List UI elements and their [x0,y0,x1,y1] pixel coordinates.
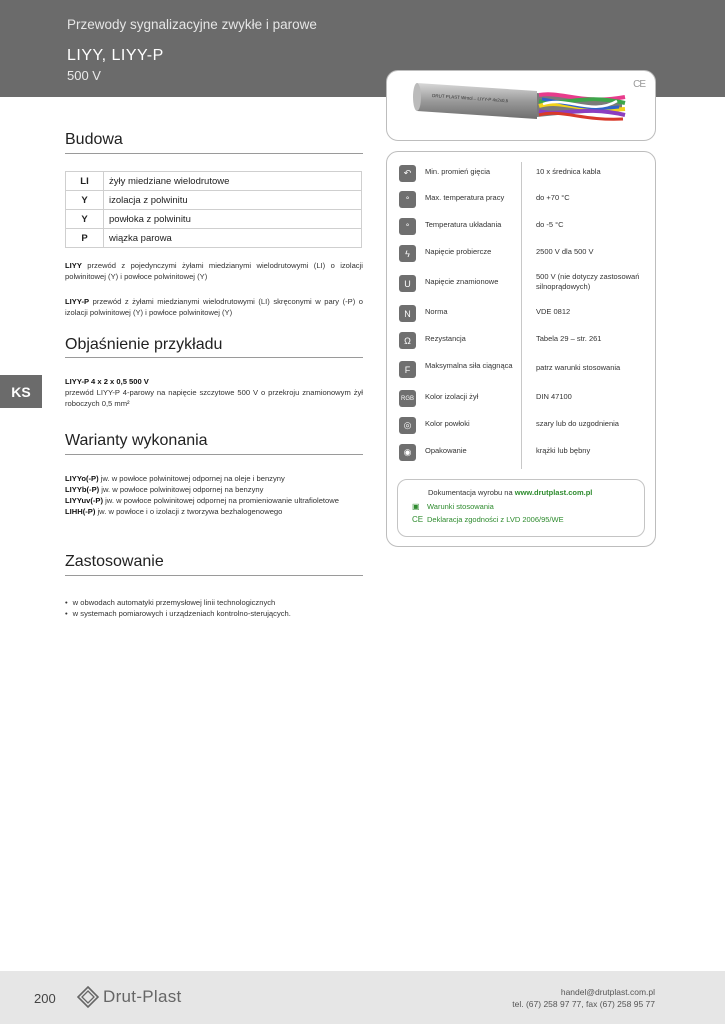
variant-code: LIYYo(-P) [65,474,99,483]
liyy-code: LIYY [65,261,82,270]
liyyp-code: LIYY-P [65,297,90,306]
abbr-cell: LI [66,172,104,191]
spec-value: VDE 0812 [536,307,571,316]
example-block [65,376,363,409]
spec-row [387,162,657,186]
section-example-title: Objaśnienie przykładu [65,336,223,353]
desc-cell: żyły miedziane wielodrutowe [104,172,362,191]
spec-value: 2500 V dla 500 V [536,247,594,256]
spec-value: Tabela 29 – str. 261 [536,334,602,343]
variant-desc: jw. w powłoce polwinitowej odpornej na benzyny [101,485,264,494]
liyyp-desc: przewód z żyłami miedzianymi wielodrutowymi (LI) skręconymi w pary (-P) o izolacji polwinitowej (Y) i powłoce polwinitowej (Y) [65,297,363,317]
divider [65,357,363,358]
laying-temp-icon: ° [399,218,416,235]
spec-value: do +70 °C [536,193,570,202]
divider [65,454,363,455]
spec-row [387,441,657,465]
contact-phone: tel. (67) 258 97 77, fax (67) 258 95 77 [512,999,655,1009]
specs-box [386,151,656,547]
page-number: 200 [34,991,56,1006]
product-voltage: 500 V [67,68,101,83]
spec-row [387,270,657,294]
table-row [66,172,362,191]
table-row [66,191,362,210]
abbr-cell: P [66,229,104,248]
variant-item [65,484,363,495]
spec-row [387,387,657,411]
spec-row [387,329,657,353]
ce-icon: CE [412,515,424,524]
spec-value: 500 V (nie dotyczy zastosowań silnoprądowych) [536,272,640,291]
spec-row [387,215,657,239]
spec-row [387,188,657,212]
sheath-color-icon: ◎ [399,417,416,434]
abbr-cell: Y [66,210,104,229]
variant-item [65,506,363,517]
rated-voltage-icon: U [399,275,416,292]
variant-code: LIYYuv(-P) [65,496,103,505]
tensile-force-icon: F [399,361,416,378]
desc-cell: izolacja z polwinitu [104,191,362,210]
divider [65,153,363,154]
core-color-icon: RGB [399,390,416,407]
norm-icon: N [399,305,416,322]
usage-conditions-link[interactable] [412,502,494,511]
spec-label: Napięcie probiercze [425,247,492,256]
company-logo [77,986,182,1008]
spec-value: DIN 47100 [536,392,572,401]
section-variants-title: Warianty wykonania [65,432,208,449]
bend-radius-icon: ↶ [399,165,416,182]
cable-print: DRUT PLAST Wrocł... LIYY-P 4x2x0,5 [431,93,509,104]
spec-label: Norma [425,307,448,316]
divider [65,575,363,576]
declaration-label: Deklaracja zgodności z LVD 2006/95/WE [427,515,564,524]
documentation-title [428,488,592,497]
spec-label: Kolor powłoki [425,419,470,428]
spec-label: Kolor izolacji żył [425,392,479,401]
example-desc: przewód LIYY-P 4-parowy na napięcie szczytowe 500 V o przekroju znamionowym żył roboczych 0,5 mm² [65,388,363,408]
spec-label: Napięcie znamionowe [425,277,499,286]
test-voltage-icon: ϟ [399,245,416,262]
spec-row [387,242,657,266]
spec-value: 10 x średnica kabla [536,167,601,176]
documentation-box [397,479,645,537]
spec-label: Max. temperatura pracy [425,193,505,202]
abbr-cell: Y [66,191,104,210]
page-footer [0,971,725,1024]
variant-item [65,495,363,506]
product-title: LIYY, LIYY-P [67,47,164,64]
spec-value: szary lub do uzgodnienia [536,419,619,428]
spec-label: Temperatura układania [425,220,502,229]
cable-image [387,71,656,141]
liyy-description [65,260,363,282]
spec-label: Rezystancja [425,334,466,343]
section-budowa-title: Budowa [65,131,123,148]
spec-row [387,414,657,438]
spec-value: do -5 °C [536,220,564,229]
variant-item [65,473,363,484]
max-temp-icon: ° [399,191,416,208]
spec-label: Opakowanie [425,446,467,455]
spec-value: krążki lub bębny [536,446,591,455]
cable-image-box [386,70,656,141]
usage-conditions-label: Warunki stosowania [427,502,494,511]
spec-value: patrz warunki stosowania [536,363,621,372]
resistance-icon: Ω [399,332,416,349]
logo-mark-icon [77,986,99,1008]
logo-text: Drut-Plast [103,987,182,1006]
table-row [66,210,362,229]
spec-label: Min. promień gięcia [425,167,491,176]
declaration-link[interactable] [412,515,564,524]
construction-table [65,171,362,248]
list-item: • w obwodach automatyki przemysłowej linii technologicznych [65,597,365,608]
desc-cell: wiązka parowa [104,229,362,248]
liyyp-description [65,296,363,318]
variant-desc: jw. w powłoce polwinitowej odpornej na promieniowanie ultrafioletowe [105,496,339,505]
table-row [66,229,362,248]
desc-cell: powłoka z polwinitu [104,210,362,229]
spec-row [387,356,657,380]
liyy-desc: przewód z pojedynczymi żyłami miedzianymi wielodrutowymi (LI) o izolacji polwinitowej (Y) i powłoce polwinitowej (Y) [65,261,363,281]
ce-mark: CE [633,79,645,90]
contact-email: handel@drutplast.com.pl [560,987,655,997]
spec-label: Maksymalna siła ciągnąca [425,361,513,370]
variant-code: LIYYb(-P) [65,485,100,494]
spec-row [387,302,657,326]
document-icon: ▣ [412,502,420,511]
packaging-icon: ◉ [399,444,416,461]
variant-desc: jw. w powłoce polwinitowej odpornej na oleje i benzyny [100,474,285,483]
side-tab-ks: KS [0,375,42,408]
variant-desc: jw. w powłoce i o izolacji z tworzywa bezhalogenowego [97,507,283,516]
variants-list [65,473,363,517]
uses-list [65,597,365,619]
list-item: • w systemach pomiarowych i urządzeniach kontrolno-sterujących. [65,608,365,619]
example-code: LIYY-P 4 x 2 x 0,5 500 V [65,377,149,386]
category-title: Przewody sygnalizacyjne zwykłe i parowe [67,17,317,32]
contact-info [512,986,655,1010]
variant-code: LIHH(-P) [65,507,96,516]
documentation-intro: Dokumentacja wyrobu na [428,488,513,497]
documentation-url[interactable]: www.drutplast.com.pl [514,488,593,497]
section-uses-title: Zastosowanie [65,553,164,570]
